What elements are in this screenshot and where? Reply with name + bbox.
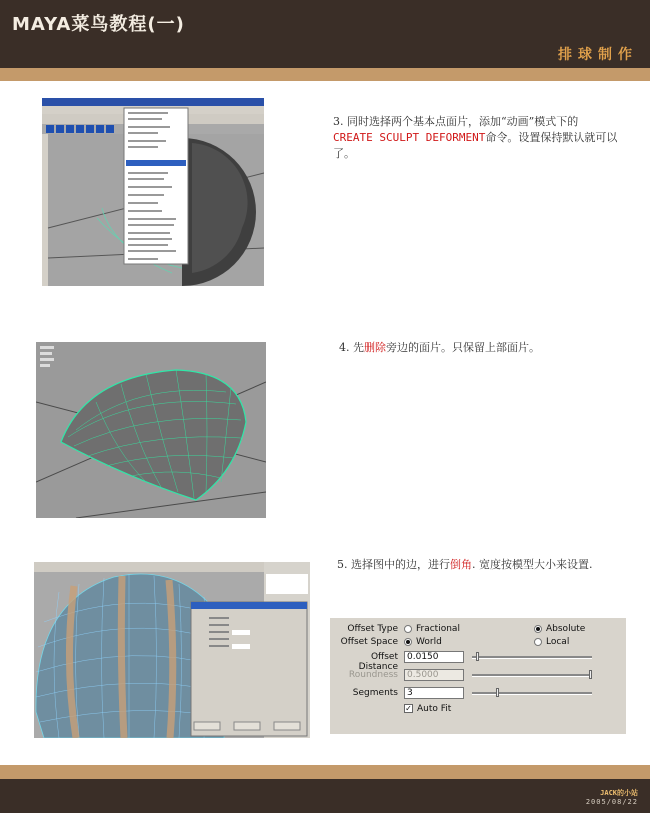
world-radio[interactable]	[404, 638, 412, 646]
fractional-label: Fractional	[416, 624, 460, 634]
roundness-slider[interactable]	[589, 670, 592, 679]
maya-menu-screenshot	[42, 98, 264, 286]
offset-space-label: Offset Space	[340, 637, 398, 647]
segments-field[interactable]: 3	[404, 687, 464, 699]
roundness-track	[472, 674, 592, 677]
page-title: MAYA菜鸟教程(一)	[12, 14, 185, 35]
step-4-prefix: 4. 先	[339, 341, 364, 354]
step-4-highlight: 删除	[364, 341, 386, 354]
step-3-text	[333, 114, 633, 162]
step-5-highlight: 倒角	[450, 558, 472, 571]
offset-distance-field[interactable]: 0.0150	[404, 651, 464, 663]
bevel-screenshot	[34, 562, 310, 738]
auto-fit-checkbox[interactable]: ✓	[405, 704, 412, 713]
step-3-command: CREATE SCULPT DEFORMENT	[333, 131, 486, 144]
step-5-suffix: . 宽度按模型大小来设置.	[472, 558, 593, 571]
dome-patch-screenshot	[36, 342, 266, 518]
page-footer	[0, 779, 650, 813]
segments-slider[interactable]	[496, 688, 499, 697]
step-4-suffix: 旁边的面片。只保留上部面片。	[386, 341, 540, 354]
local-radio[interactable]	[534, 638, 542, 646]
offset-distance-label: Offset Distance	[358, 652, 398, 672]
step-4-text	[339, 340, 540, 356]
local-label: Local	[546, 637, 570, 647]
offset-type-label: Offset Type	[347, 624, 398, 634]
step-5-text	[337, 557, 593, 573]
dome-patch-illustration	[36, 342, 266, 518]
segments-label: Segments	[352, 688, 398, 698]
step-5-prefix: 5. 选择图中的边，进行	[337, 558, 450, 571]
offset-distance-slider[interactable]	[476, 652, 479, 661]
footer-author: JACK的小站	[600, 789, 638, 797]
bevel-options-panel	[330, 618, 626, 734]
header-band	[0, 68, 650, 81]
page-subtitle: 排球制作	[558, 47, 638, 63]
step-3-prefix: 3. 同时选择两个基本点面片，添加“动画”模式下的	[333, 115, 579, 128]
world-label: World	[416, 637, 442, 647]
segments-track	[472, 692, 592, 695]
absolute-radio[interactable]	[534, 625, 542, 633]
auto-fit-label: Auto Fit	[417, 704, 452, 714]
bevel-illustration	[34, 562, 310, 738]
step-3-suffix: 命令。设置保持默认就可以了。	[333, 131, 618, 160]
footer-band	[0, 765, 650, 779]
page-header	[0, 0, 650, 68]
roundness-label: Roundness	[348, 670, 398, 680]
offset-distance-track	[472, 656, 592, 659]
absolute-label: Absolute	[546, 624, 586, 634]
fractional-radio[interactable]	[404, 625, 412, 633]
maya-menu-illustration	[42, 98, 264, 286]
footer-date: 2005/08/22	[585, 798, 638, 806]
roundness-field[interactable]: 0.5000	[404, 669, 464, 681]
